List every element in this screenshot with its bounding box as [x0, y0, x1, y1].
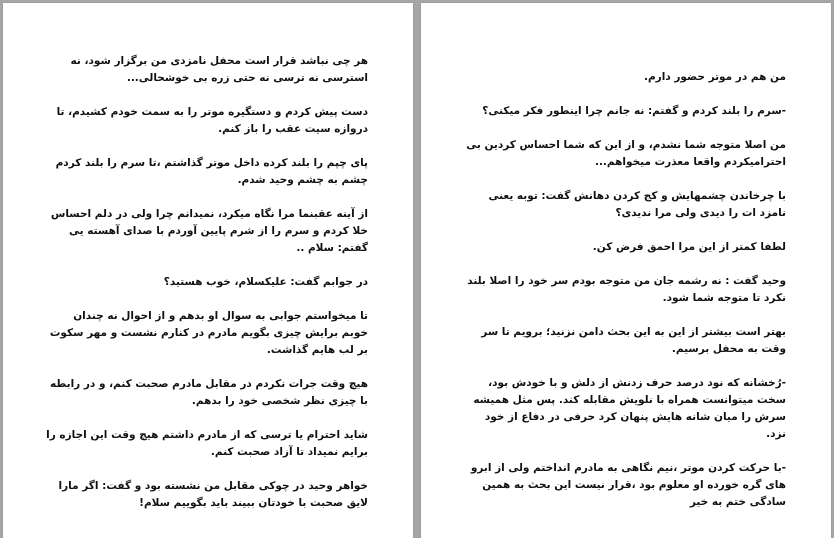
paragraph: من اصلا متوجه شما نشدم، و از این که شما احساس کردین بی احترامیکردم واقعا معذرت میخواهم... [466, 139, 786, 168]
paragraph: تا میخواستم جوابی به سوال او بدهم و از احوال نه چندان خوبم برایش چیزی بگویم مادرم در کنارم نشست و مهر سکوت بر لب هایم گذاشت. [49, 310, 368, 356]
paragraph: وحید گفت : نه رشمه جان من متوجه بودم سر خود را اصلا بلند نکرد تا متوجه شما شود. [467, 275, 786, 304]
page-text [464, 69, 786, 528]
document-page-right [421, 3, 831, 538]
paragraph: از آینه عقبنما مرا نگاه میکرد، نمیدانم چرا ولی در دلم احساس خلا کردم و سرم را از شرم پایین آوردم با صدای آهسته یی گفتم: سلام .. [50, 208, 368, 254]
paragraph: در جوابم گفت: علیکسلام، خوب هستید؟ [163, 276, 368, 288]
document-page-left [3, 3, 413, 538]
paragraph: دست پیش کردم و دستگیره موتر را به سمت خودم کشیدم، تا دروازه سیت عقب را باز کنم. [56, 106, 368, 135]
paragraph: لطفا کمتر از این مرا احمق فرض کن. [592, 241, 786, 253]
paragraph: هر چی نباشد قرار است محفل نامزدی من برگزار شود، نه استرسی نه ترسی نه حتی زره بی خوشحالی... [70, 55, 368, 84]
paragraph: من هم در موتر حضور دارم. [644, 71, 786, 83]
paragraph: هیچ وقت جرات نکردم در مقابل مادرم صحبت کنم، و در رابطه با چیزی نظر شخصی خود را بدهم. [50, 378, 368, 407]
paragraph: -با حرکت کردن موتر ،نیم نگاهی به مادرم انداختم ولی از ابرو های گره خورده او معلوم بود ،قرار نیست این بحث به همین سادگی ختم به خیر [470, 462, 786, 508]
paragraph: -سرم را بلند کردم و گفتم: نه جانم چرا اینطور فکر میکنی؟ [482, 105, 786, 117]
paragraph: پای چپم را بلند کرده داخل موتر گذاشتم ،تا سرم را بلند کردم چشم به چشم وحید شدم. [55, 157, 368, 186]
paragraph: با چرخاندن چشمهایش و کج کردن دهانش گفت: توبه یعنی نامزد ات را دیدی ولی مرا ندیدی؟ [488, 190, 786, 219]
page-text [46, 53, 368, 529]
paragraph: شاید احترام یا ترسی که از مادرم داشتم هیچ وقت این اجازه را برایم نمیداد تا آزاد صحبت کنم. [46, 429, 368, 458]
paragraph: -رُخشانه که نود درصد حرف زدنش از دلش و با خودش بود، سخت میتوانست همراه با نلویش مقابله کند. پس مثل همیشه سرش را میان شانه هایش پنهان کرد حرفی در دفاع از خود نزد. [473, 377, 786, 440]
paragraph: خواهر وحید در چوکی مقابل من نشسته بود و گفت: اگر مارا لایق صحبت با خودتان ببیند باید بگوییم سلام! [58, 480, 368, 509]
paragraph: بهتر است بیشتر از این به این بحث دامن نزنید؛ برویم تا سر وقت به محفل برسیم. [481, 326, 786, 355]
